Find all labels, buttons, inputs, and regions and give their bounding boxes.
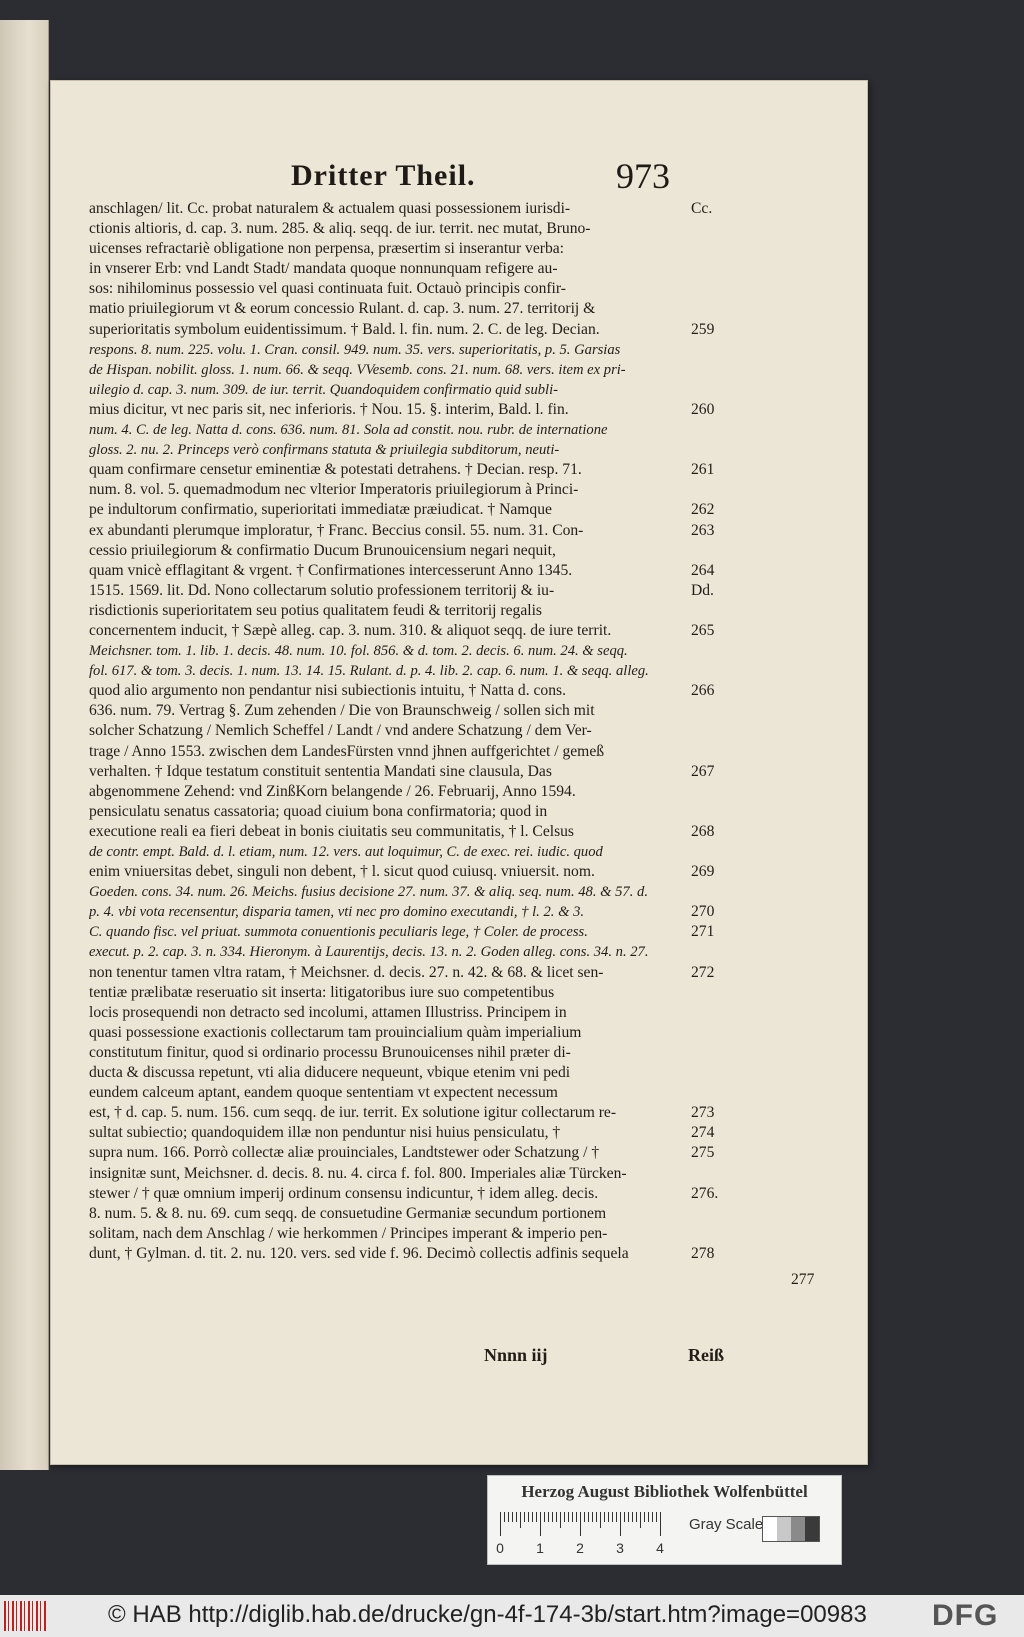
marginal-note <box>691 239 811 259</box>
marginal-note: 276. <box>691 1184 719 1202</box>
library-name: Herzog August Bibliothek Wolfenbüttel <box>521 1482 808 1501</box>
ruler-tick <box>516 1512 517 1522</box>
text-line: matio priuilegiorum vt & eorum concessio Rulant. d. cap. 3. num. 27. territorij & <box>89 300 596 318</box>
text-line: mius dicitur, vt nec paris sit, nec inferioris. † Nou. 15. §. interim, Bald. l. fin. <box>89 400 569 418</box>
ruler-number: 3 <box>616 1540 624 1556</box>
ruler-tick <box>584 1512 585 1522</box>
ruler-tick <box>528 1512 529 1522</box>
marginal-note: Cc. <box>691 200 713 217</box>
marginal-note: 262 <box>691 501 715 519</box>
centimeter-ruler <box>496 1512 690 1558</box>
text-line: Meichsner. tom. 1. lib. 1. decis. 48. num. 10. fol. 856. & d. tom. 2. decis. 6. num. 24. & seqq. <box>89 643 628 660</box>
marginal-note <box>691 742 811 762</box>
marginal-note: 261 <box>691 461 715 479</box>
ruler-tick <box>632 1512 633 1522</box>
marginal-note <box>691 219 811 239</box>
marginal-notes <box>691 199 811 1264</box>
dfg-logo: DFG <box>932 1599 999 1632</box>
text-line: uicenses refractariè obligatione non perpensa, præsertim si inserantur verba: <box>89 240 565 258</box>
marginal-note <box>691 1023 811 1043</box>
text-line: C. quando fisc. vel priuat. summota conuentionis peculiaris lege, † Coler. de process. <box>89 924 588 941</box>
marginal-note: 265 <box>691 621 715 639</box>
ruler-tick <box>624 1512 625 1522</box>
marginal-note <box>691 440 811 460</box>
ruler-tick <box>648 1512 649 1522</box>
marginal-note: 264 <box>691 561 715 579</box>
text-line: quam vnicè efflagitant & vrgent. † Confirmationes intercesserunt Anno 1345. <box>89 561 573 579</box>
text-line: ctionis altioris, d. cap. 3. num. 285. & aliq. seqq. de iur. territ. nec mutat, Bruno- <box>89 220 591 238</box>
text-line: sos: nihilominus possessio vel quasi continuata fuit. Octauò principis confir- <box>89 280 566 298</box>
text-line: eundem calceum aptant, eandem quoque sententiam vt expectent necessum <box>89 1084 558 1102</box>
footer-bar <box>0 1595 1024 1637</box>
ruler-tick <box>640 1512 641 1528</box>
marginal-note <box>691 1063 811 1083</box>
marginal-note <box>691 701 811 721</box>
text-line: concernentem inducit, † Sæpè alleg. cap. 3. num. 310. & aliquot seqq. de iure territ. <box>89 621 612 639</box>
ruler-tick <box>592 1512 593 1522</box>
text-line: num. 8. vol. 5. quemadmodum nec vlterior Imperatoris priuilegiorum à Princi- <box>89 481 579 499</box>
copyright-url[interactable]: © HAB http://diglib.hab.de/drucke/gn-4f-174-3b/start.htm?image=00983 <box>108 1601 867 1628</box>
text-line: enim vniuersitas debet, singuli non debent, † l. sicut quod cuiusq. vniuersit. nom. <box>89 863 595 881</box>
text-line: 8. num. 5. & 8. nu. 69. cum seqq. de consuetudine Germaniæ secundum portionem <box>89 1204 607 1222</box>
marginal-note <box>691 802 811 822</box>
text-line: verhalten. † Idque testatum constituit sententia Mandati sine clausula, Das <box>89 762 552 780</box>
ruler-tick <box>636 1512 637 1522</box>
marginal-note <box>691 641 811 661</box>
text-line: 636. num. 79. Vertrag §. Zum zehenden / Die von Braunschweig / sollen sich mit <box>89 702 595 720</box>
text-line: de Hispan. nobilit. gloss. 1. num. 66. & seqq. VVesemb. cons. 21. num. 68. vers. item ex pri- <box>89 361 626 378</box>
marginal-note: 273 <box>691 1104 715 1122</box>
text-line: p. 4. vbi vota recensentur, disparia tamen, vti nec pro domino executandi, † l. 2. & 3. <box>89 904 585 921</box>
marginal-note: 278 <box>691 1244 715 1262</box>
text-line: pensiculatu senatus cassatoria; quoad ciuium bona confirmatoria; quod in <box>89 802 548 820</box>
ruler-tick <box>508 1512 509 1522</box>
text-line: pe indultorum confirmatio, superioritati immediatæ præiudicat. † Namque <box>89 501 552 519</box>
text-line: in vnserer Erb: vnd Landt Stadt/ mandata quoque nonnunquam refigere au- <box>89 260 558 278</box>
ruler-tick <box>564 1512 565 1522</box>
text-line: abgenommene Zehend: vnd ZinßKorn belangende / 26. Februarij, Anno 1594. <box>89 782 576 800</box>
marginal-note <box>691 279 811 299</box>
ruler-tick <box>596 1512 597 1522</box>
marginal-note: 274 <box>691 1124 715 1142</box>
marginal-note: 263 <box>691 521 715 539</box>
marginal-note <box>691 480 811 500</box>
marginal-note: 268 <box>691 822 715 840</box>
marginal-note <box>691 782 811 802</box>
marginal-extra-note: 277 <box>791 1271 815 1288</box>
ruler-tick <box>500 1512 501 1536</box>
running-head: Dritter Theil. <box>291 159 476 192</box>
marginal-note: 267 <box>691 762 715 780</box>
marginal-note: 260 <box>691 400 715 418</box>
text-line: anschlagen/ lit. Cc. probat naturalem & actualem quasi possessionem iurisdi- <box>89 200 571 217</box>
ruler-tick <box>656 1512 657 1522</box>
marginal-note <box>691 420 811 440</box>
text-line: ex abundanti plerumque imploratur, † Franc. Beccius consil. 55. num. 31. Con- <box>89 521 584 539</box>
ruler-tick <box>512 1512 513 1522</box>
ruler-number: 4 <box>656 1540 664 1556</box>
ruler-tick <box>572 1512 573 1522</box>
marginal-note: 275 <box>691 1144 715 1162</box>
text-line: fol. 617. & tom. 3. decis. 1. num. 13. 14. 15. Rulant. d. p. 4. lib. 2. cap. 6. num. 1. & seqq. alleg. <box>89 663 649 680</box>
marginal-note: 259 <box>691 320 715 338</box>
ruler-tick <box>532 1512 533 1522</box>
ruler-number: 2 <box>576 1540 584 1556</box>
marginal-note <box>691 1003 811 1023</box>
marginal-note: 269 <box>691 863 715 881</box>
text-line: constitutum finitur, quod si ordinario processu Brunouicenses nihil præter di- <box>89 1043 571 1061</box>
text-line: locis prosequendi non detracto sed incolumi, attamen Illustriss. Principem in <box>89 1003 567 1021</box>
ruler-tick <box>560 1512 561 1528</box>
ruler-tick <box>576 1512 577 1522</box>
gray-scale-bar <box>762 1516 820 1542</box>
ruler-tick <box>548 1512 549 1522</box>
text-line: quod alio argumento non pendantur nisi subiectionis intuitu, † Natta d. cons. <box>89 682 566 700</box>
marginal-note <box>691 1164 811 1184</box>
text-line: execut. p. 2. cap. 3. n. 334. Hieronym. à Laurentijs, decis. 13. n. 2. Goden alleg. cons. 34. n. 27. <box>89 944 649 961</box>
text-line: dunt, † Gylman. d. tit. 2. nu. 120. vers. sed vide f. 96. Decimò collectis adfinis sequela <box>89 1244 629 1262</box>
ruler-number: 0 <box>496 1540 504 1556</box>
marginal-note <box>691 1204 811 1224</box>
ruler-tick <box>612 1512 613 1522</box>
body-text <box>89 199 679 1264</box>
marginal-note <box>691 259 811 279</box>
ruler-tick <box>644 1512 645 1522</box>
ruler-tick <box>524 1512 525 1522</box>
ruler-tick <box>536 1512 537 1522</box>
ruler-tick <box>556 1512 557 1522</box>
ruler-tick <box>616 1512 617 1522</box>
text-line: de contr. empt. Bald. d. l. etiam, num. 12. vers. aut loquimur, C. de exec. rei. iudic. quod <box>89 844 603 860</box>
ruler-tick <box>660 1512 661 1536</box>
text-line: uilegio d. cap. 3. num. 309. de iur. territ. Quandoquidem confirmatio quid subli- <box>89 381 559 398</box>
text-line: tentiæ prælibatæ reseruatio sit inserta: litigatoribus iure suo competentibus <box>89 983 555 1001</box>
ruler-tick <box>652 1512 653 1522</box>
text-line: cessio priuilegiorum & confirmatio Ducum Brunouicensium negari nequit, <box>89 541 556 559</box>
ruler-tick <box>588 1512 589 1522</box>
page-header <box>51 156 867 197</box>
ruler-tick <box>604 1512 605 1522</box>
marginal-note <box>691 1224 811 1244</box>
text-line: insignitæ sunt, Meichsner. d. decis. 8. nu. 4. circa f. fol. 800. Imperiales aliæ Türcken- <box>89 1164 627 1182</box>
ruler-tick <box>628 1512 629 1522</box>
text-line: num. 4. C. de leg. Natta d. cons. 636. num. 81. Sola ad constit. nou. rubr. de internatione <box>89 422 608 439</box>
text-line: non tenentur tamen vltra ratam, † Meichsner. d. decis. 27. n. 42. & 68. & licet sen- <box>89 963 604 981</box>
text-line: supra num. 166. Porrò collectæ aliæ prouinciales, Landtstewer oder Schatzung / † <box>89 1144 600 1162</box>
text-line: risdictionis superioritatem seu potius qualitatem feudi & territorij regalis <box>89 601 542 619</box>
signature-mark: Nnnn iij <box>484 1345 548 1365</box>
text-line: respons. 8. num. 225. volu. 1. Cran. consil. 949. num. 35. vers. superioritatis, p. 5. Garsias <box>89 341 621 358</box>
text-line: quam confirmare censetur eminentiæ & potestati detrahens. † Decian. resp. 71. <box>89 461 582 479</box>
marginal-note <box>691 842 811 862</box>
ruler-tick <box>540 1512 541 1536</box>
ruler-tick <box>600 1512 601 1528</box>
marginal-note <box>691 882 811 902</box>
ruler-tick <box>568 1512 569 1522</box>
marginal-note <box>691 541 811 561</box>
barcode-icon <box>4 1601 48 1631</box>
text-line: stewer / † quæ omnium imperij ordinum consensu indicuntur, † idem alleg. decis. <box>89 1184 599 1202</box>
marginal-note <box>691 942 811 962</box>
marginal-note <box>691 983 811 1003</box>
text-line: gloss. 2. nu. 2. Princeps verò confirmans statuta & priuilegia subditorum, neuti- <box>89 442 560 459</box>
ruler-tick <box>544 1512 545 1522</box>
marginal-note: 266 <box>691 682 715 700</box>
text-line: Goeden. cons. 34. num. 26. Meichs. fusius decisione 27. num. 37. & aliq. seq. num. 48. & 57. d. <box>89 884 648 901</box>
text-line: 1515. 1569. lit. Dd. Nono collectarum solutio professionem territorij & iu- <box>89 581 555 599</box>
color-scale-card <box>487 1475 842 1565</box>
text-line: executione reali ea fieri debeat in bonis ciuitatis seu communitatis, † l. Celsus <box>89 822 575 840</box>
text-line: sultat subiectio; quandoquidem illæ non penduntur nisi huius pensiculatu, † <box>89 1124 561 1142</box>
marginal-note: 270 <box>691 903 715 921</box>
ruler-tick <box>504 1512 505 1522</box>
text-line: trage / Anno 1553. zwischen dem LandesFürsten vnnd jhnen auffgerichtet / gemeß <box>89 742 605 760</box>
marginal-note <box>691 661 811 681</box>
ruler-number: 1 <box>536 1540 544 1556</box>
page-number: 973 <box>616 156 670 196</box>
marginal-note <box>691 721 811 741</box>
ruler-tick <box>620 1512 621 1536</box>
ruler-tick <box>552 1512 553 1522</box>
ruler-tick <box>608 1512 609 1522</box>
text-line: quasi possessione exactionis collectarum tam prouincialium quàm imperialium <box>89 1023 582 1041</box>
adjacent-page-edge <box>0 20 49 1470</box>
marginal-note: Dd. <box>691 581 714 599</box>
text-line: superioritatis symbolum euidentissimum. † Bald. l. fin. num. 2. C. de leg. Decian. <box>89 320 600 338</box>
marginal-note <box>691 380 811 400</box>
ruler-tick <box>520 1512 521 1528</box>
text-line: ducta & discussa repetunt, vti alia diducere nequeunt, vbique etenim vni pedi <box>89 1064 571 1082</box>
marginal-note <box>691 360 811 380</box>
catchword: Reiß <box>688 1345 724 1365</box>
text-line: solitam, nach dem Anschlag / wie herkommen / Principes imperant & imperio pen- <box>89 1224 608 1242</box>
gray-scale-label: Gray Scale <box>689 1516 764 1533</box>
marginal-note <box>691 1043 811 1063</box>
text-line: est, † d. cap. 5. num. 156. cum seqq. de iur. territ. Ex solutione igitur collectarum re- <box>89 1104 617 1122</box>
marginal-note <box>691 1083 811 1103</box>
ruler-tick <box>580 1512 581 1536</box>
text-line: solcher Schatzung / Nemlich Scheffel / Landt / vnd andere Schatzung / dem Ver- <box>89 722 592 740</box>
marginal-note: 271 <box>691 923 715 941</box>
marginal-note: 272 <box>691 963 715 981</box>
marginal-note <box>691 340 811 360</box>
marginal-note <box>691 299 811 319</box>
document-page <box>50 80 868 1465</box>
marginal-note <box>691 601 811 621</box>
